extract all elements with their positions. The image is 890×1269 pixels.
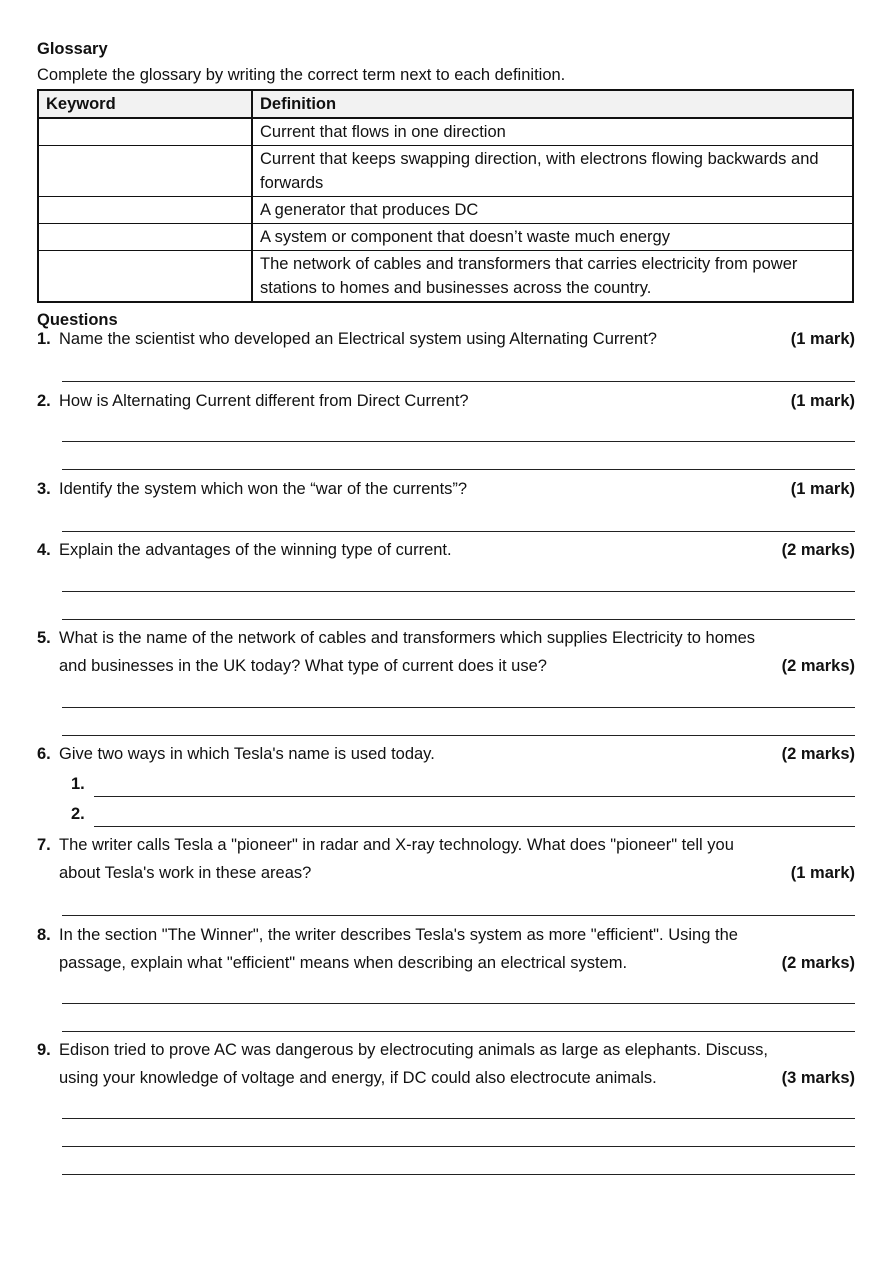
sub-answer-number: 2. <box>71 805 85 823</box>
question-marks: (2 marks) <box>781 954 855 972</box>
question-text: Identify the system which won the “war of the currents”? <box>59 480 468 498</box>
definition-header: Definition <box>252 90 853 118</box>
question-4 <box>37 536 855 564</box>
question-marks: (1 mark) <box>790 392 855 410</box>
answer-line[interactable] <box>94 796 855 797</box>
question-number: 2. <box>37 392 51 410</box>
answer-line[interactable] <box>62 469 855 470</box>
keyword-answer-field[interactable] <box>38 146 252 197</box>
question-marks: (2 marks) <box>781 745 855 763</box>
answer-line[interactable] <box>62 915 855 916</box>
question-text-line-1: Edison tried to prove AC was dangerous by electrocuting animals as large as elephants. Discuss, <box>59 1041 768 1059</box>
question-marks: (2 marks) <box>781 541 855 559</box>
question-number: 7. <box>37 836 51 854</box>
question-number: 1. <box>37 330 51 348</box>
definition-cell: Current that keeps swapping direction, with electrons flowing backwards and forwards <box>252 146 853 197</box>
keyword-answer-field[interactable] <box>38 197 252 224</box>
definition-cell: A generator that produces DC <box>252 197 853 224</box>
keyword-answer-field[interactable] <box>38 118 252 146</box>
question-text-line-2: passage, explain what "efficient" means when describing an electrical system. <box>59 954 628 972</box>
question-8 <box>37 921 855 977</box>
question-text-line-1: In the section "The Winner", the writer describes Tesla's system as more "efficient". Using the <box>59 926 738 944</box>
answer-line[interactable] <box>62 381 855 382</box>
question-2 <box>37 387 855 415</box>
glossary-row <box>38 146 853 197</box>
glossary-table <box>37 89 854 303</box>
answer-line[interactable] <box>62 619 855 620</box>
glossary-header-row <box>38 90 853 118</box>
question-number: 6. <box>37 745 51 763</box>
answer-line[interactable] <box>62 1031 855 1032</box>
question-9 <box>37 1036 855 1092</box>
question-marks: (2 marks) <box>781 657 855 675</box>
glossary-row <box>38 224 853 251</box>
question-7 <box>37 831 855 887</box>
glossary-row <box>38 251 853 303</box>
question-number: 3. <box>37 480 51 498</box>
question-number: 4. <box>37 541 51 559</box>
question-number: 8. <box>37 926 51 944</box>
question-text: Explain the advantages of the winning type of current. <box>59 541 452 559</box>
question-marks: (1 mark) <box>790 330 855 348</box>
glossary-instruction: Complete the glossary by writing the correct term next to each definition. <box>37 66 566 84</box>
question-marks: (3 marks) <box>781 1069 855 1087</box>
answer-line[interactable] <box>62 531 855 532</box>
question-text-line-2: using your knowledge of voltage and energy, if DC could also electrocute animals. <box>59 1069 657 1087</box>
glossary-row <box>38 197 853 224</box>
definition-cell: A system or component that doesn’t waste much energy <box>252 224 853 251</box>
keyword-answer-field[interactable] <box>38 251 252 303</box>
question-number: 5. <box>37 629 51 647</box>
answer-line[interactable] <box>62 591 855 592</box>
keyword-answer-field[interactable] <box>38 224 252 251</box>
answer-line[interactable] <box>62 707 855 708</box>
sub-answer-number: 1. <box>71 775 85 793</box>
answer-line[interactable] <box>62 735 855 736</box>
answer-line[interactable] <box>62 441 855 442</box>
definition-cell: The network of cables and transformers that carries electricity from power stations to homes and businesses across the country. <box>252 251 853 303</box>
answer-line[interactable] <box>62 1118 855 1119</box>
answer-line[interactable] <box>62 1146 855 1147</box>
glossary-row <box>38 118 853 146</box>
question-1 <box>37 325 855 353</box>
worksheet <box>37 38 855 331</box>
question-6 <box>37 740 855 768</box>
question-text: How is Alternating Current different from Direct Current? <box>59 392 469 410</box>
definition-cell: Current that flows in one direction <box>252 118 853 146</box>
question-text: Give two ways in which Tesla's name is used today. <box>59 745 435 763</box>
answer-line[interactable] <box>62 1003 855 1004</box>
question-text-line-2: about Tesla's work in these areas? <box>59 864 312 882</box>
keyword-header: Keyword <box>38 90 252 118</box>
question-number: 9. <box>37 1041 51 1059</box>
questions-heading: Questions <box>37 311 118 329</box>
question-text: Name the scientist who developed an Electrical system using Alternating Current? <box>59 330 657 348</box>
question-3 <box>37 475 855 503</box>
answer-line[interactable] <box>94 826 855 827</box>
glossary-heading: Glossary <box>37 40 108 58</box>
question-5 <box>37 624 855 680</box>
question-text-line-2: and businesses in the UK today? What type of current does it use? <box>59 657 547 675</box>
question-text-line-1: What is the name of the network of cables and transformers which supplies Electricity to homes <box>59 629 756 647</box>
question-marks: (1 mark) <box>790 864 855 882</box>
question-marks: (1 mark) <box>790 480 855 498</box>
answer-line[interactable] <box>62 1174 855 1175</box>
question-text-line-1: The writer calls Tesla a "pioneer" in radar and X-ray technology. What does "pioneer" tell you <box>59 836 734 854</box>
